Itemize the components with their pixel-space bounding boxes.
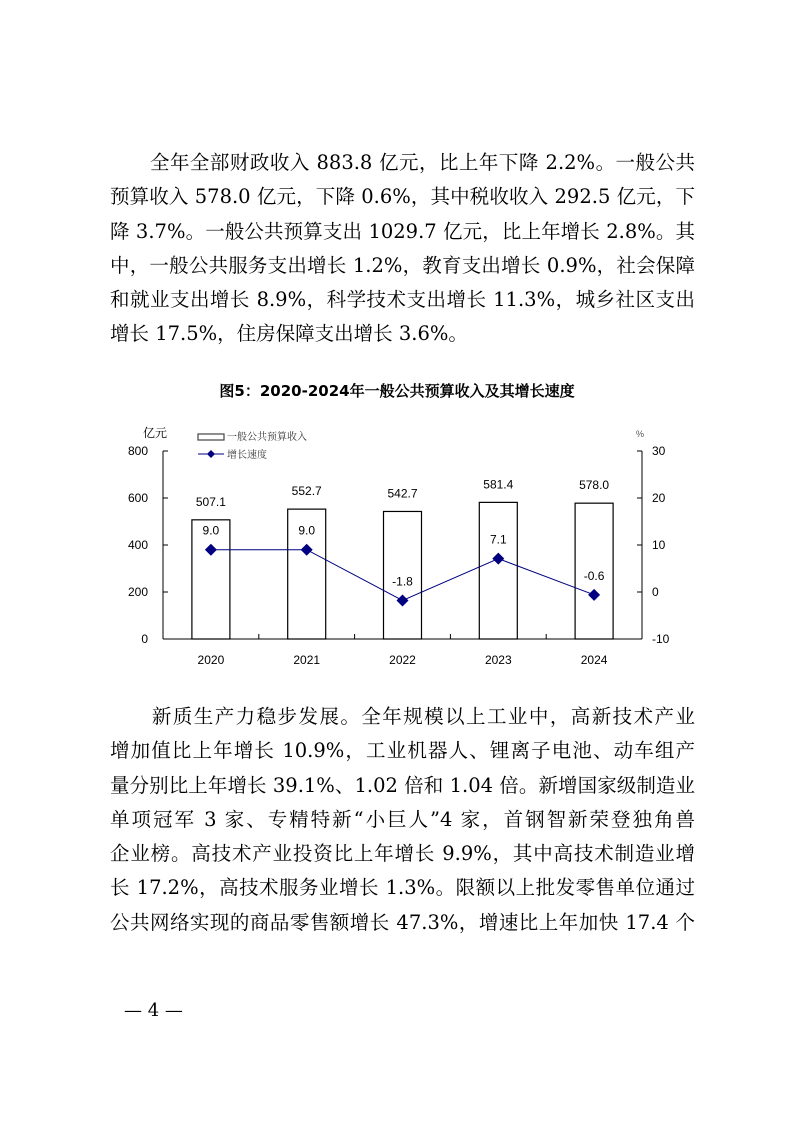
growth-value-label: 9.0 [202, 523, 220, 538]
growth-value-label: -0.6 [583, 568, 605, 583]
x-tick-label: 2023 [484, 653, 512, 667]
x-tick-label: 2022 [389, 653, 416, 667]
growth-value-label: 7.1 [489, 532, 507, 547]
text-line: 量分别比上年增长 39.1%、1.02 倍和 1.04 倍。新增国家级制造业 [110, 773, 695, 797]
text-line: 预算收入 578.0 亿元，下降 0.6%，其中税收收入 292.5 亿元，下 [110, 185, 695, 209]
text-line: 降 3.7%。一般公共预算支出 1029.7 亿元，比上年增长 2.8%。其 [110, 219, 695, 243]
text-line: 增长 17.5%，住房保障支出增长 3.6%。 [110, 322, 468, 346]
page-number: — 4 — [124, 1000, 183, 1021]
x-tick-label: 2021 [293, 653, 321, 667]
text-line: 企业榜。高技术产业投资比上年增长 9.9%，其中高技术制造业增 [110, 842, 695, 866]
legend-line-marker [207, 450, 215, 458]
left-tick-label: 600 [127, 491, 148, 505]
growth-value-label: 9.0 [298, 523, 316, 538]
right-tick-label: 20 [652, 491, 666, 505]
right-tick-label: 0 [652, 585, 659, 599]
text-line: 单项冠军 3 家、专精特新“小巨人”4 家，首钢智新荣登独角兽 [110, 807, 695, 831]
legend-bar-label: 一般公共预算收入 [227, 432, 307, 443]
text-line: 中，一般公共服务支出增长 1.2%，教育支出增长 0.9%，社会保障 [110, 253, 695, 277]
bar [479, 502, 517, 639]
right-tick-label: 10 [652, 538, 666, 552]
paragraph-fiscal-revenue [110, 146, 695, 352]
right-tick-label: 30 [652, 444, 666, 458]
right-axis-unit: % [636, 429, 645, 439]
text-line: 公共网络实现的商品零售额增长 47.3%，增速比上年加快 17.4 个 [110, 910, 695, 934]
text-line: 增加值比上年增长 10.9%，工业机器人、锂离子电池、动车组产 [110, 739, 695, 763]
right-tick-label: -10 [652, 632, 670, 646]
chart-title: 图5：2020-2024年一般公共预算收入及其增长速度 [219, 382, 575, 400]
growth-value-label: -1.8 [392, 574, 413, 589]
bar-value-label: 581.4 [483, 477, 514, 492]
x-tick-label: 2024 [580, 653, 608, 667]
left-tick-label: 200 [127, 585, 148, 599]
paragraph-new-productivity [110, 700, 695, 940]
bar-value-label: 507.1 [195, 494, 226, 509]
text-line: 长 17.2%，高技术服务业增长 1.3%。限额以上批发零售单位通过 [110, 876, 695, 900]
left-axis-unit: 亿元 [143, 426, 168, 440]
bar [192, 520, 230, 639]
left-tick-label: 0 [141, 632, 148, 646]
chart [0, 420, 794, 680]
x-tick-label: 2020 [197, 653, 225, 667]
legend-line-label: 增长速度 [227, 450, 267, 461]
bar-value-label: 552.7 [291, 484, 322, 499]
left-tick-label: 800 [127, 444, 148, 458]
legend-bar-swatch [198, 434, 224, 440]
bar-value-label: 542.7 [387, 486, 418, 501]
text-line: 和就业支出增长 8.9%，科学技术支出增长 11.3%，城乡社区支出 [110, 288, 695, 312]
bar-value-label: 578.0 [579, 478, 610, 493]
text-line: 新质生产力稳步发展。全年规模以上工业中，高新技术产业 [110, 705, 695, 728]
text-line: 全年全部财政收入 883.8 亿元，比上年下降 2.2%。一般公共 [110, 151, 695, 174]
left-tick-label: 400 [127, 538, 148, 552]
